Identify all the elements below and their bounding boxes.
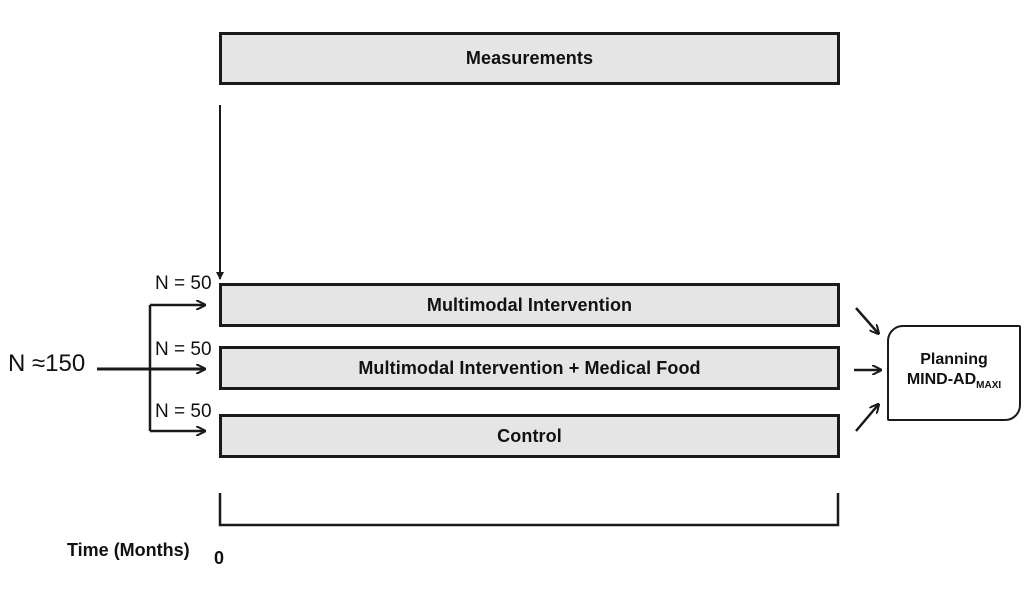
arm-label: Multimodal Intervention (426, 294, 633, 315)
timeline-bracket (220, 493, 838, 525)
arm-label: Multimodal Intervention + Medical Food (358, 357, 701, 378)
planning-study-subscript: MAXI (976, 380, 1002, 391)
arm-box-control (219, 414, 840, 458)
measurements-box (219, 32, 840, 85)
planning-title: Planning (920, 351, 988, 368)
arm-n-label: N = 50 (155, 401, 212, 422)
arm-box-multimodal (219, 283, 840, 327)
arm3-to-planning-arrow (856, 405, 878, 431)
enrollment-n-label: N ≈150 (8, 350, 86, 377)
arm-n-label: N = 50 (155, 273, 212, 294)
planning-study-name (907, 370, 1001, 396)
measurements-label: Measurements (465, 48, 594, 68)
planning-study-base: MIND-AD (906, 371, 977, 388)
planning-box (887, 325, 1021, 421)
arm1-to-planning-arrow (856, 308, 878, 333)
timeline-start: 0 (214, 548, 225, 568)
arm-n-label: N = 50 (155, 339, 212, 360)
arm-label: Control (497, 425, 562, 446)
arm-box-multimodal-medical-food (219, 346, 840, 390)
timeline-label: Time (Months) (67, 540, 190, 560)
